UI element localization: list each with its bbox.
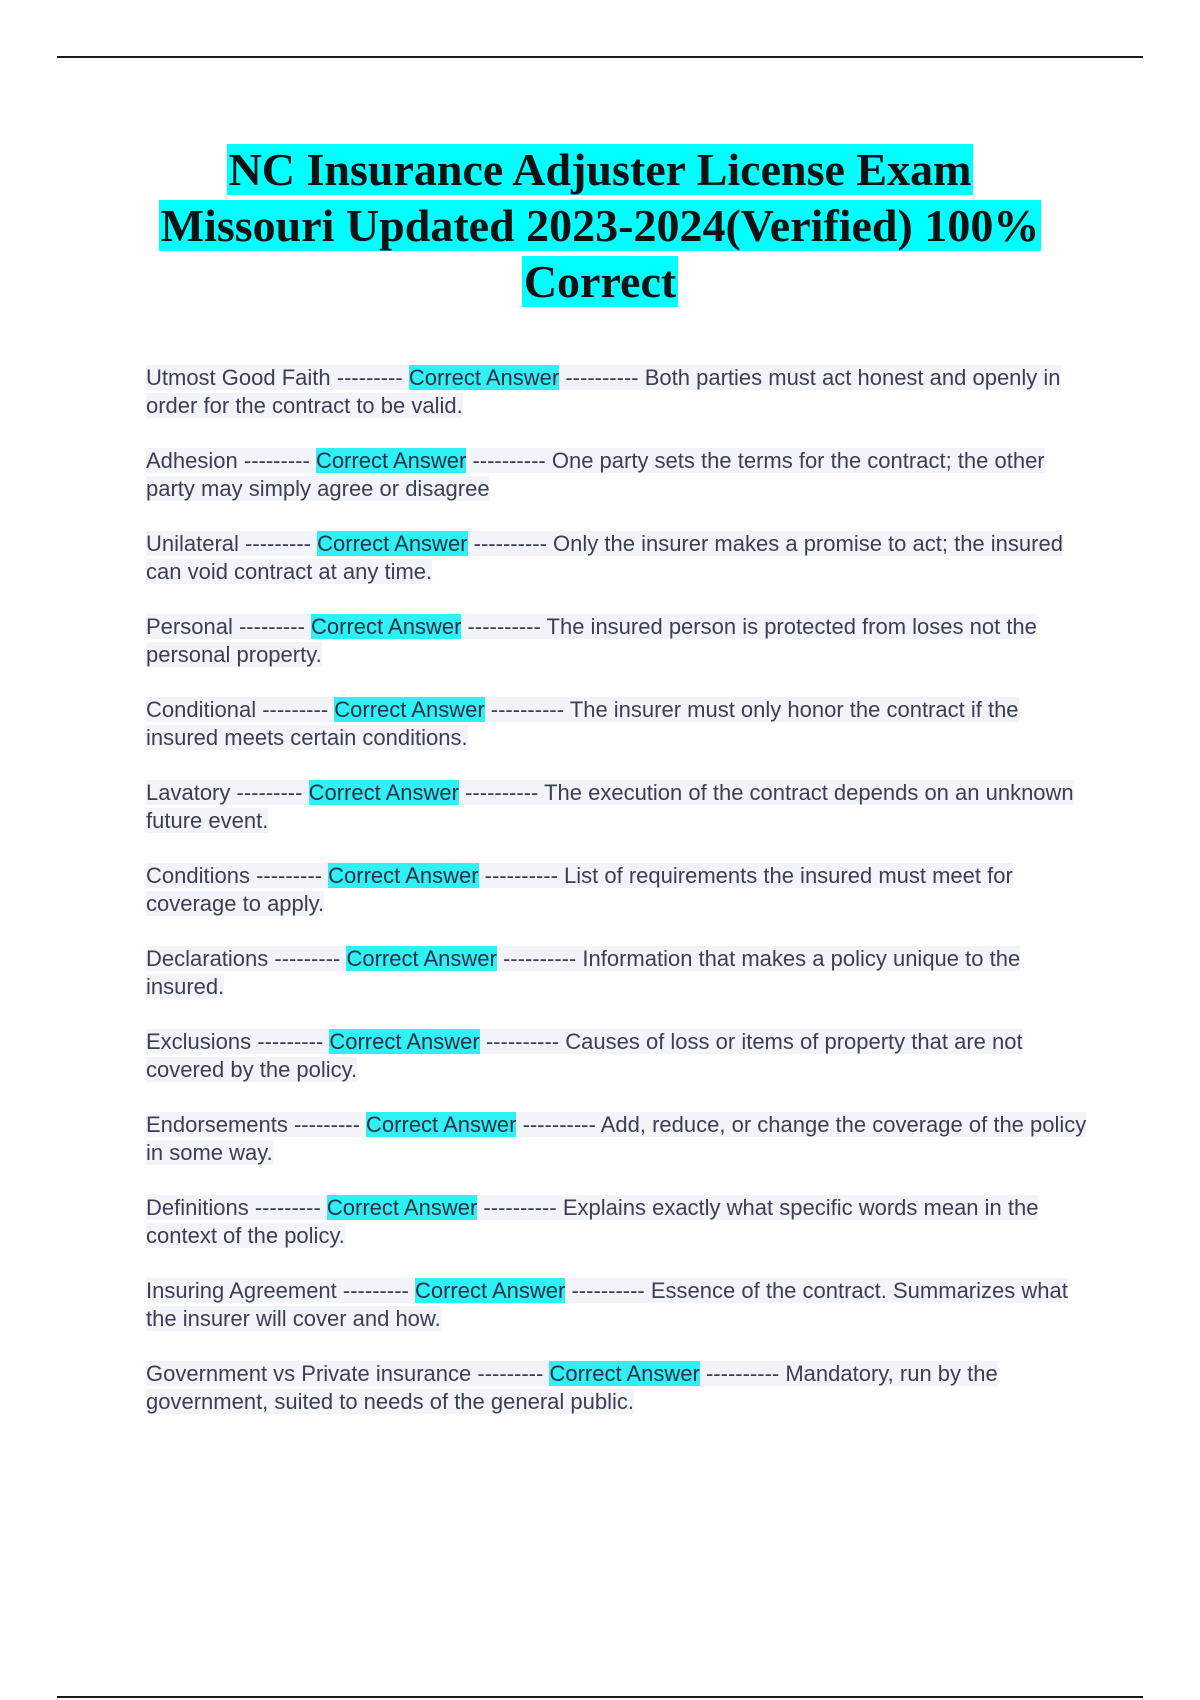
title-line-3: Correct bbox=[523, 256, 677, 307]
entry-term: Endorsements bbox=[146, 1112, 288, 1137]
separator-left: --------- bbox=[336, 365, 403, 390]
entry-term: Lavatory bbox=[146, 780, 231, 805]
entry-term: Utmost Good Faith bbox=[146, 365, 331, 390]
entry-term: Definitions bbox=[146, 1195, 249, 1220]
qa-entry bbox=[146, 1111, 1096, 1167]
correct-answer-label: Correct Answer bbox=[346, 946, 497, 971]
correct-answer-label: Correct Answer bbox=[408, 365, 560, 390]
correct-answer-label: Correct Answer bbox=[315, 448, 467, 473]
correct-answer-label: Correct Answer bbox=[308, 780, 459, 805]
separator-left: --------- bbox=[477, 1361, 544, 1386]
qa-entry bbox=[146, 945, 1096, 1001]
entry-definition: Only the insurer makes a promise to act; the insured can void contract at any time. bbox=[146, 531, 1063, 584]
entry-definition: Explains exactly what specific words mean in the context of the policy. bbox=[146, 1195, 1039, 1248]
entry-definition: The insurer must only honor the contract if the insured meets certain conditions. bbox=[146, 697, 1019, 750]
entry-definition: Causes of loss or items of property that are not covered by the policy. bbox=[146, 1029, 1023, 1082]
separator-left: --------- bbox=[254, 1195, 321, 1220]
entry-term: Conditions bbox=[146, 863, 250, 888]
separator-right: ---------- bbox=[522, 1112, 596, 1137]
qa-list bbox=[146, 364, 1096, 1443]
separator-right: ---------- bbox=[472, 448, 546, 473]
bottom-rule bbox=[57, 1696, 1143, 1698]
separator-right: ---------- bbox=[465, 780, 539, 805]
separator-right: ---------- bbox=[485, 1029, 560, 1054]
separator-right: ---------- bbox=[705, 1361, 780, 1386]
qa-entry bbox=[146, 1277, 1096, 1333]
entry-definition: Add, reduce, or change the coverage of the policy in some way. bbox=[146, 1112, 1087, 1165]
qa-entry bbox=[146, 613, 1096, 669]
entry-definition: The insured person is protected from loses not the personal property. bbox=[146, 614, 1037, 667]
entry-term: Insuring Agreement bbox=[146, 1278, 337, 1303]
qa-entry bbox=[146, 779, 1096, 835]
top-rule bbox=[57, 56, 1143, 58]
separator-left: --------- bbox=[245, 531, 311, 556]
separator-right: ---------- bbox=[571, 1278, 645, 1303]
qa-entry bbox=[146, 696, 1096, 752]
page-title bbox=[100, 142, 1100, 310]
correct-answer-label: Correct Answer bbox=[329, 1029, 480, 1054]
correct-answer-label: Correct Answer bbox=[311, 614, 462, 639]
separator-left: --------- bbox=[293, 1112, 360, 1137]
qa-entry bbox=[146, 530, 1096, 586]
separator-right: ---------- bbox=[502, 946, 577, 971]
separator-left: --------- bbox=[256, 863, 323, 888]
separator-left: --------- bbox=[238, 614, 305, 639]
correct-answer-label: Correct Answer bbox=[328, 863, 479, 888]
entry-term: Adhesion bbox=[146, 448, 238, 473]
entry-definition: Both parties must act honest and openly in order for the contract to be valid. bbox=[146, 365, 1061, 418]
entry-term: Exclusions bbox=[146, 1029, 252, 1054]
separator-left: --------- bbox=[243, 448, 310, 473]
entry-definition: Essence of the contract. Summarizes what the insurer will cover and how. bbox=[146, 1278, 1068, 1331]
qa-entry bbox=[146, 1028, 1096, 1084]
correct-answer-label: Correct Answer bbox=[549, 1361, 700, 1386]
separator-right: ---------- bbox=[483, 1195, 557, 1220]
entry-definition: The execution of the contract depends on an unknown future event. bbox=[146, 780, 1074, 833]
correct-answer-label: Correct Answer bbox=[366, 1112, 517, 1137]
entry-term: Personal bbox=[146, 614, 233, 639]
entry-term: Declarations bbox=[146, 946, 269, 971]
qa-entry bbox=[146, 364, 1096, 420]
separator-right: ---------- bbox=[484, 863, 558, 888]
correct-answer-label: Correct Answer bbox=[326, 1195, 478, 1220]
entry-term: Unilateral bbox=[146, 531, 239, 556]
separator-right: ---------- bbox=[565, 365, 639, 390]
entry-definition: List of requirements the insured must meet for coverage to apply. bbox=[146, 863, 1013, 916]
entry-definition: Mandatory, run by the government, suited to needs of the general public. bbox=[146, 1361, 998, 1414]
qa-entry bbox=[146, 862, 1096, 918]
entry-definition: One party sets the terms for the contract; the other party may simply agree or disagree bbox=[146, 448, 1045, 501]
separator-left: --------- bbox=[342, 1278, 409, 1303]
separator-right: ---------- bbox=[467, 614, 541, 639]
correct-answer-label: Correct Answer bbox=[334, 697, 485, 722]
separator-left: --------- bbox=[236, 780, 303, 805]
title-line-1: NC Insurance Adjuster License Exam bbox=[228, 144, 972, 195]
qa-entry bbox=[146, 447, 1096, 503]
separator-left: --------- bbox=[262, 697, 329, 722]
qa-entry bbox=[146, 1194, 1096, 1250]
separator-right: ---------- bbox=[490, 697, 565, 722]
separator-right: ---------- bbox=[473, 531, 547, 556]
separator-left: --------- bbox=[257, 1029, 324, 1054]
correct-answer-label: Correct Answer bbox=[414, 1278, 566, 1303]
separator-left: --------- bbox=[274, 946, 341, 971]
correct-answer-label: Correct Answer bbox=[317, 531, 468, 556]
qa-entry bbox=[146, 1360, 1096, 1416]
entry-term: Conditional bbox=[146, 697, 257, 722]
title-line-2: Missouri Updated 2023-2024(Verified) 100% bbox=[160, 200, 1040, 251]
entry-definition: Information that makes a policy unique to the insured. bbox=[146, 946, 1021, 999]
entry-term: Government vs Private insurance bbox=[146, 1361, 472, 1386]
